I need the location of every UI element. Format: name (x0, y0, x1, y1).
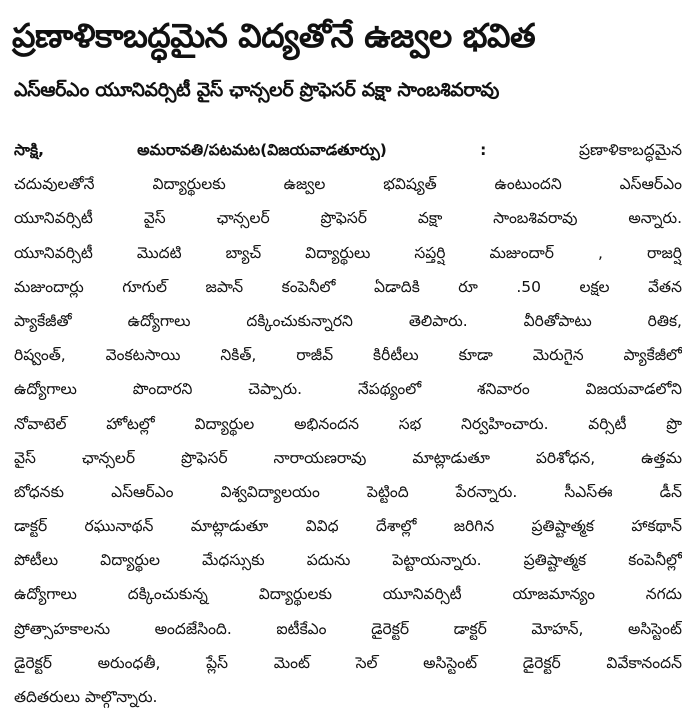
article-line (14, 133, 682, 167)
article-line: ప్రోత్సాహకాలను అందజేసింది. ఐటీకేఎం డైరెక్టర్ డాక్టర్ మోహన్, అసిస్టెంట్ (14, 619, 682, 638)
subheadline: ఎస్‌ఆర్‌ఎం యూనివర్సిటీ వైస్ ఛాన్సలర్ ప్రొఫెసర్ వక్షా సాంబశివరావు (14, 79, 500, 101)
article-line: ప్యాకేజీతో ఉద్యోగాలు దక్కించుకున్నారని తెలిపారు. వీరితోపాటు రితిక, (14, 311, 682, 330)
article-line: యూనివర్సిటీ మొదటి బ్యాచ్ విద్యార్థులు సప్తర్షి మజుందార్ , రాజర్షి (14, 243, 682, 262)
article-body (14, 133, 682, 714)
dateline: సాక్షి, అమరావతి/పటమట(విజయవాడతూర్పు) : (14, 141, 487, 159)
article-line: ఉద్యోగాలు దక్కించుకున్న విద్యార్థులకు యూనివర్సిటీ యాజమాన్యం నగదు (14, 585, 682, 604)
article-line: యూనివర్సిటీ వైస్ ఛాన్సలర్ ప్రొఫెసర్ వక్షా సాంబశివరావు అన్నారు. (14, 209, 682, 228)
article-line: తదితరులు పాల్గొన్నారు. (14, 688, 158, 706)
article-line: డైరెక్టర్ అరుంధతీ, ప్లేస్ మెంట్ సెల్ అసిస్టెంట్ డైరెక్టర్ వివేకానందన్ (14, 653, 682, 672)
article-line: పోటీలు విద్యార్థుల మేధస్సుకు పదును పెట్టాయన్నారు. ప్రతిష్టాత్మక కంపెనీల్లో (14, 551, 682, 570)
article-line: డాక్టర్ రఘునాథన్ మాట్లాడుతూ వివిధ దేశాల్లో జరిగిన ప్రతిష్టాత్మక హాకథాన్ (14, 517, 682, 536)
article-line: మజుందార్లు గూగుల్ జపాన్ కంపెనీలో ఏడాదికి రూ .50 లక్షల వేతన (14, 277, 682, 296)
headline: ప్రణాళికాబద్ధమైన విద్యతోనే ఉజ్వల భవిత (12, 16, 536, 55)
article-line-text: ప్రణాళికాబద్ధమైన (578, 141, 682, 159)
article-line: వైస్ ఛాన్సలర్ ప్రొఫెసర్ నారాయణరావు మాట్లాడుతూ పరిశోధన, ఉత్తమ (14, 448, 682, 467)
article-line: చదువులతోనే విద్యార్థులకు ఉజ్వల భవిష్యత్ ఉంటుందని ఎస్‌ఆర్‌ఎం (14, 175, 682, 194)
article-line: ఉద్యోగాలు పొందారని చెప్పారు. నేపథ్యంలో శనివారం విజయవాడలోని (14, 380, 682, 399)
article-line: బోధనకు ఎస్‌ఆర్‌ఎం విశ్వవిద్యాలయం పెట్టింది పేరన్నారు. సీఎస్ఈ డీన్ (14, 482, 682, 501)
article-line: నోవాటెల్ హోటల్లో విద్యార్థుల అభినందన సభ నిర్వహించారు. వర్సిటీ ప్రొ (14, 414, 682, 433)
article-line: రిష్వంత్, వెంకటసాయి నికిత్, రాజీవ్ కిరీటీలు కూడా మెరుగైన ప్యాకేజీలో (14, 346, 682, 365)
